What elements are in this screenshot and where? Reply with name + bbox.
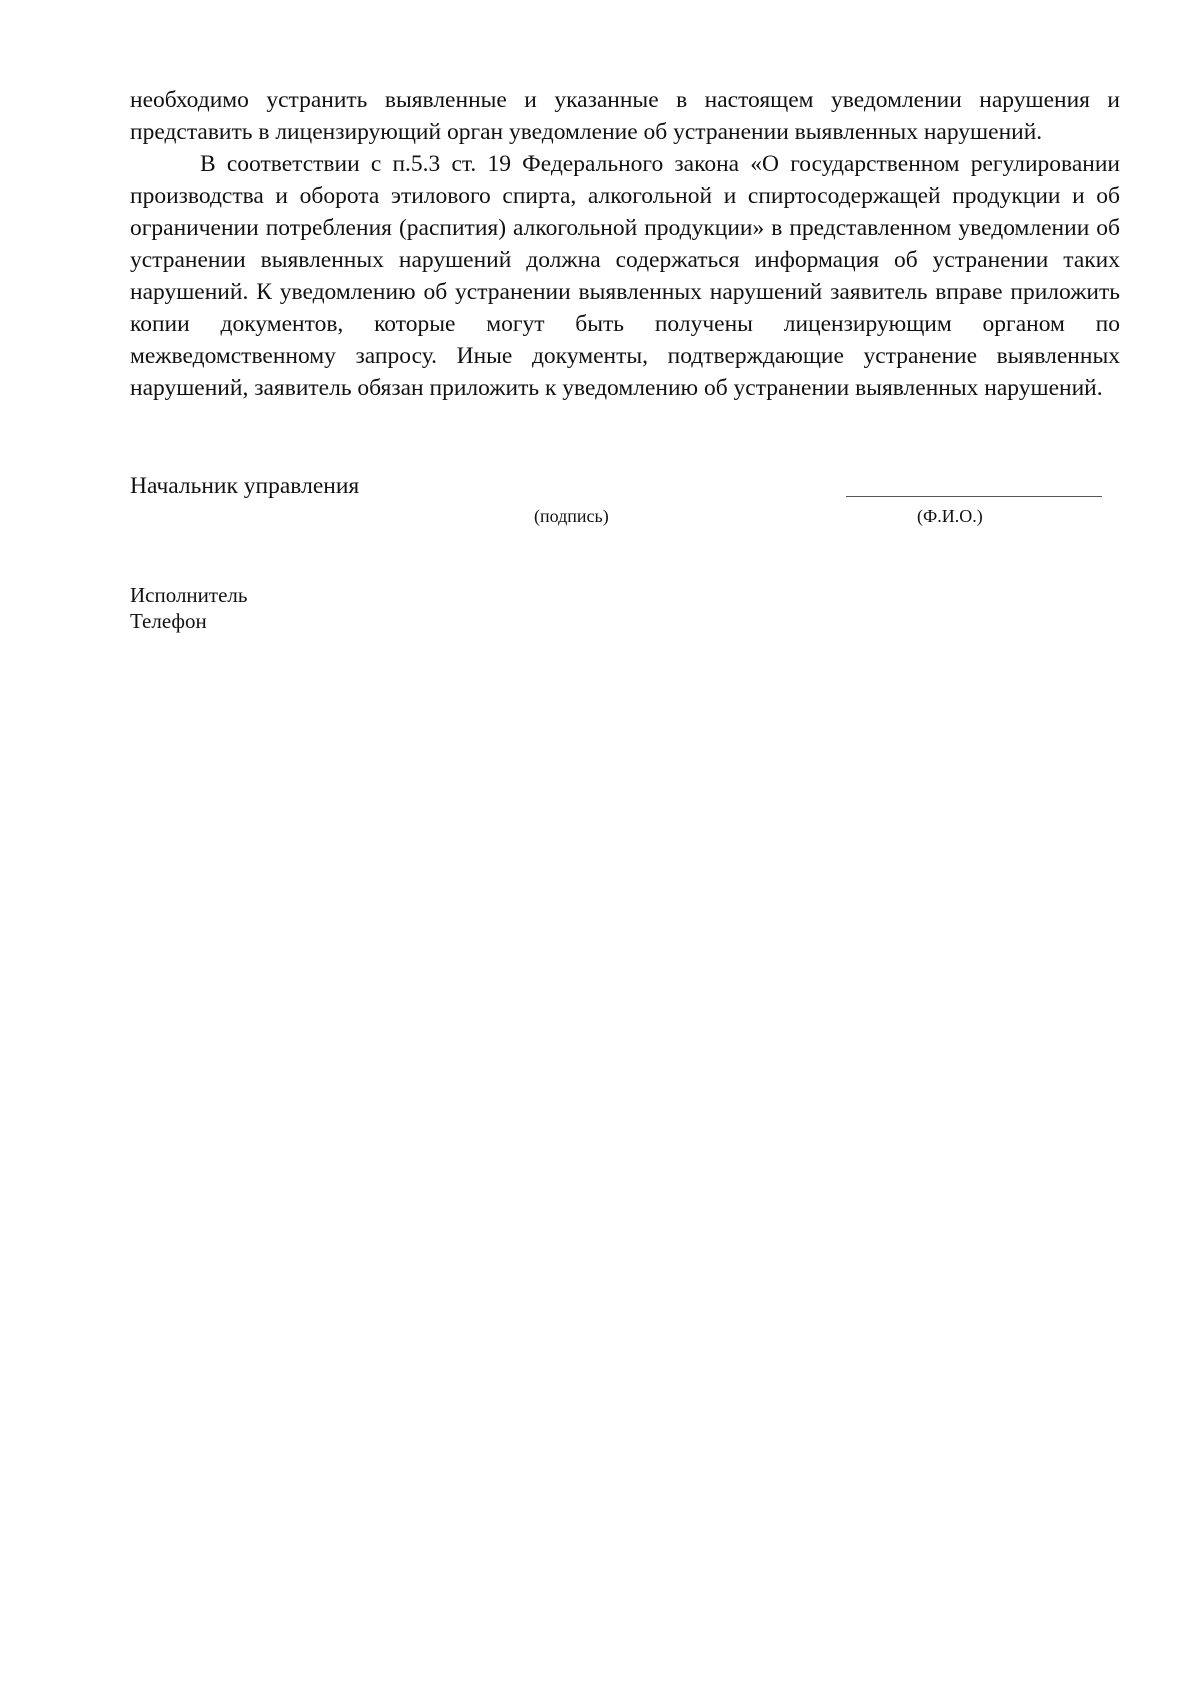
paragraph-continuation: необходимо устранить выявленные и указанные в настоящем уведомлении нарушения и представить в лицензирующий орган уведомление об устранении выявленных нарушений. xyxy=(130,87,1120,145)
document-body xyxy=(130,84,1120,404)
fio-underline xyxy=(846,496,1102,497)
paragraph-legal-reference: В соответствии с п.5.3 ст. 19 Федерального закона «О государственном регулировании производства и оборота этилового спирта, алкогольной и спиртосодержащей продукции и об ограничении потребления (распития) алкогольной продукции» в представленном уведомлении об устранении выявленных нарушений должна содержаться информация об устранении таких нарушений. К уведомлению об устранении выявленных нарушений заявитель вправе приложить копии документов, которые могут быть получены лицензирующим органом по межведомственному запросу. Иные документы, подтверждающие устранение выявленных нарушений, заявитель обязан приложить к уведомлению об устранении выявленных нарушений. xyxy=(130,151,1120,401)
executor-label: Исполнитель xyxy=(130,583,248,607)
signature-caption: (подпись) xyxy=(534,506,609,526)
phone-label: Телефон xyxy=(130,609,207,633)
contact-block xyxy=(130,582,247,634)
fio-caption: (Ф.И.О.) xyxy=(917,506,983,526)
signatory-title: Начальник управления xyxy=(130,473,360,499)
